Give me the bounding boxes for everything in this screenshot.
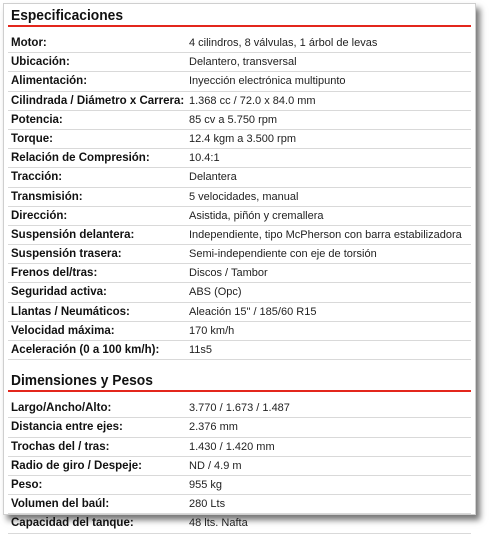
dim-row bbox=[8, 514, 471, 533]
spec-row bbox=[8, 130, 471, 149]
especificaciones-table bbox=[4, 34, 475, 360]
dim-row bbox=[8, 495, 471, 514]
spec-label: Ubicación: bbox=[11, 56, 70, 69]
spec-row bbox=[8, 92, 471, 111]
spec-value: Discos / Tambor bbox=[189, 267, 268, 280]
spec-row bbox=[8, 226, 471, 245]
dim-label: Trochas del / tras: bbox=[11, 440, 110, 453]
dim-value: 3.770 / 1.673 / 1.487 bbox=[189, 402, 290, 415]
spec-label: Aceleración (0 a 100 km/h): bbox=[11, 344, 160, 356]
spec-row bbox=[8, 341, 471, 360]
dim-label: Radio de giro / Despeje: bbox=[11, 459, 142, 472]
dim-row bbox=[8, 476, 471, 495]
spec-label: Alimentación: bbox=[11, 75, 88, 88]
spec-label: Potencia: bbox=[11, 113, 63, 126]
spec-label: Dirección: bbox=[11, 209, 68, 222]
spec-row bbox=[8, 207, 471, 226]
spec-value: 1.368 cc / 72.0 x 84.0 mm bbox=[189, 94, 316, 107]
spec-label: Torque: bbox=[11, 132, 53, 145]
spec-row bbox=[8, 53, 471, 72]
dim-label: Distancia entre ejes: bbox=[11, 421, 123, 434]
spec-label: Suspensión delantera: bbox=[11, 228, 135, 241]
spec-label: Motor: bbox=[11, 37, 47, 49]
spec-value: Independiente, tipo McPherson con barra estabilizadora bbox=[189, 228, 462, 241]
spec-label: Tracción: bbox=[11, 171, 63, 184]
spec-label: Frenos del/tras: bbox=[11, 267, 98, 280]
especificaciones-title: Especificaciones bbox=[11, 7, 123, 24]
dim-value: 2.376 mm bbox=[189, 421, 238, 434]
dimensiones-heading bbox=[4, 370, 475, 392]
spec-label: Suspensión trasera: bbox=[11, 248, 122, 261]
spec-row bbox=[8, 303, 471, 322]
spec-row bbox=[8, 34, 471, 53]
spec-row bbox=[8, 72, 471, 91]
dim-row bbox=[8, 438, 471, 457]
spec-value: Delantero, transversal bbox=[189, 56, 297, 69]
spec-value: 10.4:1 bbox=[189, 152, 220, 165]
dim-label: Volumen del baúl: bbox=[11, 498, 110, 511]
dim-row bbox=[8, 457, 471, 476]
dimensiones-title: Dimensiones y Pesos bbox=[11, 372, 153, 390]
spec-row bbox=[8, 168, 471, 187]
spec-label: Seguridad activa: bbox=[11, 286, 107, 299]
spec-label: Velocidad máxima: bbox=[11, 324, 115, 337]
spec-row bbox=[8, 188, 471, 207]
spec-value: 4 cilindros, 8 válvulas, 1 árbol de levas bbox=[189, 37, 378, 49]
dim-value: ND / 4.9 m bbox=[189, 459, 242, 472]
dim-label: Capacidad del tanque: bbox=[11, 517, 134, 530]
spec-row bbox=[8, 149, 471, 168]
spec-card bbox=[3, 3, 476, 530]
spec-value: Delantera bbox=[189, 171, 237, 184]
dim-label: Peso: bbox=[11, 478, 43, 491]
spec-label: Cilindrada / Diámetro x Carrera: bbox=[11, 94, 185, 107]
spec-value: 11s5 bbox=[189, 344, 213, 356]
spec-value: 85 cv a 5.750 rpm bbox=[189, 113, 278, 126]
dimensiones-table bbox=[4, 399, 475, 533]
spec-value: ABS (Opc) bbox=[189, 286, 242, 299]
spec-row bbox=[8, 264, 471, 283]
spec-row bbox=[8, 111, 471, 130]
spec-label: Transmisión: bbox=[11, 190, 83, 203]
spec-label: Llantas / Neumáticos: bbox=[11, 305, 130, 318]
spec-row bbox=[8, 322, 471, 341]
spec-value: Inyección electrónica multipunto bbox=[189, 75, 346, 88]
spec-row bbox=[8, 283, 471, 302]
dim-row bbox=[8, 399, 471, 418]
dim-value: 280 Lts bbox=[189, 498, 226, 511]
spec-value: 170 km/h bbox=[189, 324, 235, 337]
spec-value: 12.4 kgm a 3.500 rpm bbox=[189, 132, 297, 145]
spec-value: Asistida, piñón y cremallera bbox=[189, 209, 324, 222]
dim-value: 1.430 / 1.420 mm bbox=[189, 440, 275, 453]
dim-value: 48 lts. Nafta bbox=[189, 517, 248, 530]
spec-value: Semi-independiente con eje de torsión bbox=[189, 248, 377, 261]
spec-value: 5 velocidades, manual bbox=[189, 190, 299, 203]
dim-value: 955 kg bbox=[189, 478, 223, 491]
section-divider bbox=[8, 25, 471, 27]
especificaciones-heading bbox=[4, 5, 475, 27]
dim-label: Largo/Ancho/Alto: bbox=[11, 402, 112, 415]
spec-row bbox=[8, 245, 471, 264]
dim-row bbox=[8, 418, 471, 437]
section-divider bbox=[8, 390, 471, 392]
spec-value: Aleación 15" / 185/60 R15 bbox=[189, 305, 317, 318]
spec-label: Relación de Compresión: bbox=[11, 152, 150, 165]
